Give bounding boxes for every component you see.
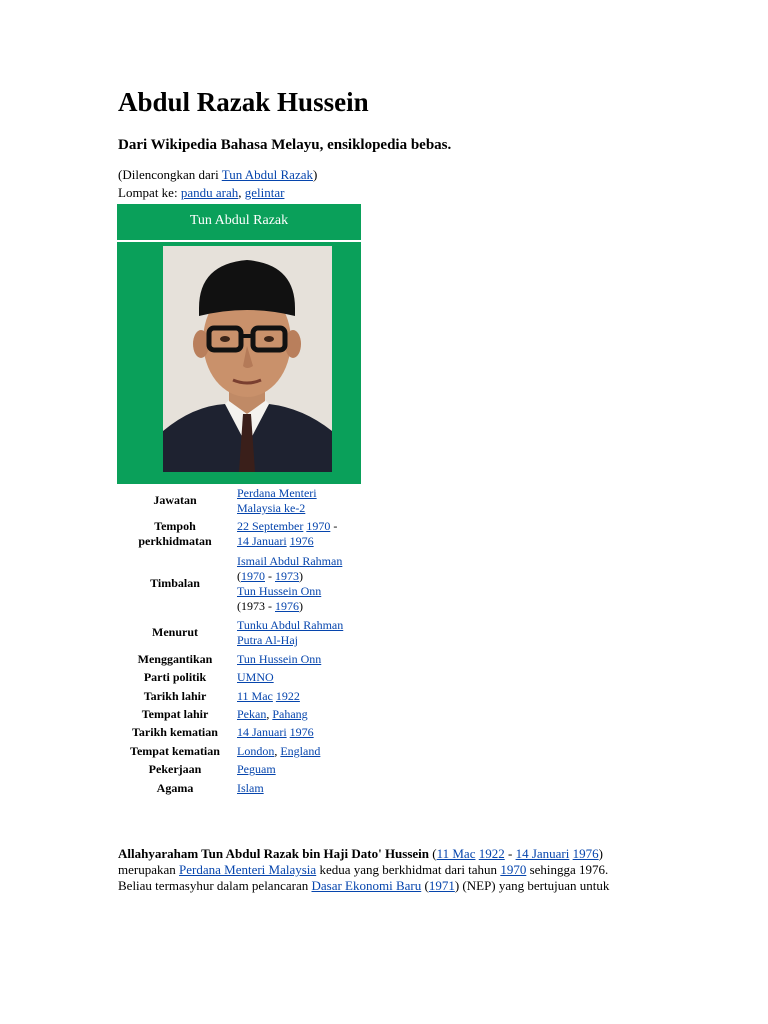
row-value [237,670,361,685]
infobox-row-tempat-kematian [117,744,361,759]
row-value [237,762,361,777]
body-1970-link[interactable]: 1970 [500,862,527,877]
term-end-year-link[interactable]: 1976 [289,534,314,548]
term-end-day-link[interactable]: 14 Januari [237,534,287,548]
birth-state-link[interactable]: Pahang [272,707,308,721]
row-label: Menggantikan [137,652,213,666]
body-dash: - [504,846,516,861]
infobox-row-timbalan [117,554,361,614]
body-line-3 [118,878,658,894]
body-line-2 [118,862,658,878]
deputy-2-link[interactable]: Tun Hussein Onn [237,584,322,598]
body-deb-link[interactable]: Dasar Ekonomi Baru [311,878,422,893]
row-label: Tarikh lahir [143,689,207,703]
occupation-link[interactable]: Peguam [237,762,276,776]
religion-link[interactable]: Islam [237,781,264,795]
deputy-2-close: ) [299,599,303,613]
party-link[interactable]: UMNO [237,670,274,684]
row-value [237,618,361,648]
death-day-link[interactable]: 14 Januari [237,725,287,739]
deputy-1-open: ( [237,569,241,583]
body-line-3-open: ( [421,878,429,893]
infobox-row-pekerjaan [117,762,361,777]
row-label: Menurut [152,625,198,639]
death-year-link[interactable]: 1976 [289,725,314,739]
infobox-row-parti [117,670,361,685]
body-death-day-link[interactable]: 14 Januari [515,846,570,861]
row-label: Jawatan [153,493,197,507]
term-start-year-link[interactable]: 1970 [306,519,331,533]
deputy-1-link[interactable]: Ismail Abdul Rahman [237,554,343,568]
portrait-image[interactable] [163,246,332,472]
row-value [237,744,361,759]
row-label: Parti politik [143,670,207,684]
row-label [117,519,233,549]
deputy-2-prefix: (1973 - [237,599,275,613]
body-death-year-link[interactable]: 1976 [572,846,599,861]
row-value [237,519,361,549]
infobox-row-tarikh-lahir [117,689,361,704]
deputy-1-dash: - [265,569,275,583]
portrait-illustration [163,246,332,472]
death-country-link[interactable]: England [280,744,321,758]
body-line-2-mid: kedua yang berkhidmat dari tahun [316,862,501,877]
term-dash: - [330,519,338,533]
tagline: Dari Wikipedia Bahasa Melayu, ensiklopedia bebas. [118,137,452,153]
deputy-1-end-link[interactable]: 1973 [275,569,299,583]
deputy-1-start-link[interactable]: 1970 [241,569,265,583]
redirect-link[interactable]: Tun Abdul Razak [221,167,313,182]
subject-full-name: Allahyaraham Tun Abdul Razak bin Haji Dato' Hussein [118,846,430,861]
row-label: Tarikh kematian [132,725,218,739]
row-value [237,689,361,704]
body-birth-year-link[interactable]: 1922 [478,846,505,861]
page-title: Abdul Razak Hussein [118,87,369,117]
predecessor-link[interactable]: Tunku Abdul Rahman [237,618,344,632]
row-value [237,554,361,614]
body-pm-link[interactable]: Perdana Menteri Malaysia [179,862,317,877]
redirect-note [118,167,317,183]
row-value [237,707,361,722]
row-label: Tempat kematian [130,744,220,758]
row-label-line2: perkhidmatan [138,534,212,548]
body-1971-link[interactable]: 1971 [428,878,455,893]
redirect-suffix: ) [312,167,318,182]
infobox-row-jawatan [117,486,361,516]
birth-day-link[interactable]: 11 Mac [237,689,273,703]
position-link[interactable]: Perdana Menteri [237,486,317,500]
term-start-day-link[interactable]: 22 September [237,519,304,533]
birth-town-link[interactable]: Pekan [237,707,267,721]
birth-year-link[interactable]: 1922 [275,689,300,703]
row-label-line1: Tempoh [154,519,196,533]
row-value [237,781,361,796]
death-place-separator: , [274,744,281,758]
row-label: Agama [156,781,194,795]
body-open-paren: ( [429,846,437,861]
infobox-header: Tun Abdul Razak [117,204,361,242]
article-body [118,846,658,894]
body-line-1 [118,846,658,862]
jump-separator: , [238,185,245,200]
row-value [237,652,361,667]
infobox-row-tarikh-kematian [117,725,361,740]
body-line-3-suffix: ) (NEP) yang bertujuan untuk [454,878,610,893]
body-birth-day-link[interactable]: 11 Mac [436,846,476,861]
death-city-link[interactable]: London [237,744,275,758]
row-label: Pekerjaan [148,762,202,776]
successor-link[interactable]: Tun Hussein Onn [237,652,322,666]
jump-navigation-link[interactable]: pandu arah [180,185,239,200]
body-close-paren: ) [598,846,603,861]
infobox-row-tempat-lahir [117,707,361,722]
infobox-photo-area [117,242,361,484]
body-line-3-prefix: Beliau termasyhur dalam pelancaran [118,878,312,893]
row-label: Tempat lahir [141,707,209,721]
jump-search-link[interactable]: gelintar [244,185,285,200]
body-line-2-prefix: merupakan [118,862,180,877]
infobox-row-menggantikan [117,652,361,667]
body-line-2-suffix: sehingga 1976. [526,862,609,877]
predecessor-link-cont[interactable]: Putra Al-Haj [237,633,298,647]
deputy-1-close: ) [299,569,303,583]
row-value [237,725,361,740]
infobox-row-menurut [117,618,361,648]
row-label: Timbalan [150,576,200,590]
infobox-row-tempoh [117,519,361,549]
jump-prefix: Lompat ke: [118,185,181,200]
position-link-cont[interactable]: Malaysia ke-2 [237,501,306,515]
row-value [237,486,361,516]
jump-links [118,185,284,201]
deputy-2-end-link[interactable]: 1976 [275,599,299,613]
redirect-prefix: (Dilencongkan dari [118,167,222,182]
infobox [117,204,361,795]
birth-place-separator: , [266,707,273,721]
infobox-row-agama [117,781,361,796]
